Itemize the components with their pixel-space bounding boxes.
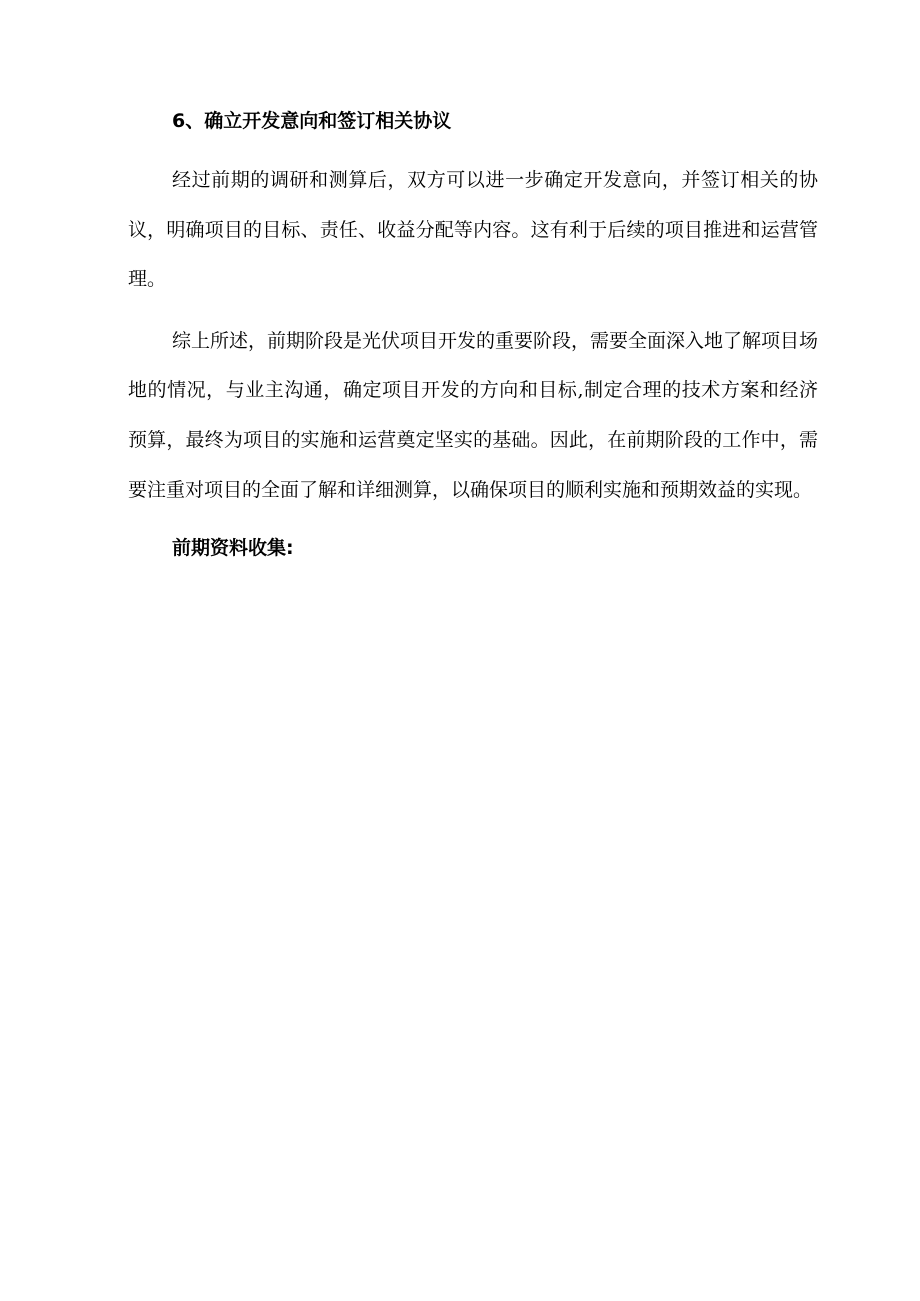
paragraph-summary: 综上所述，前期阶段是光伏项目开发的重要阶段，需要全面深入地了解项目场地的情况，与业主沟通，确定项目开发的方向和目标,制定合理的技术方案和经济预算，最终为项目的实施和运营奠定坚实的基础。因此，在前期阶段的工作中，需要注重对项目的全面了解和详细测算，以确保项目的顺利实施和预期效益的实现。 <box>128 329 819 501</box>
document-body <box>128 98 818 571</box>
paragraph-agreement: 经过前期的调研和测算后，双方可以进一步确定开发意向，并签订相关的协议，明确项目的目标、责任、收益分配等内容。这有利于后续的项目推进和运营管理。 <box>128 169 818 291</box>
sub-heading-data-collection: 前期资料收集: <box>172 537 294 560</box>
section-heading: 6、确立开发意向和签订相关协议 <box>172 110 452 132</box>
